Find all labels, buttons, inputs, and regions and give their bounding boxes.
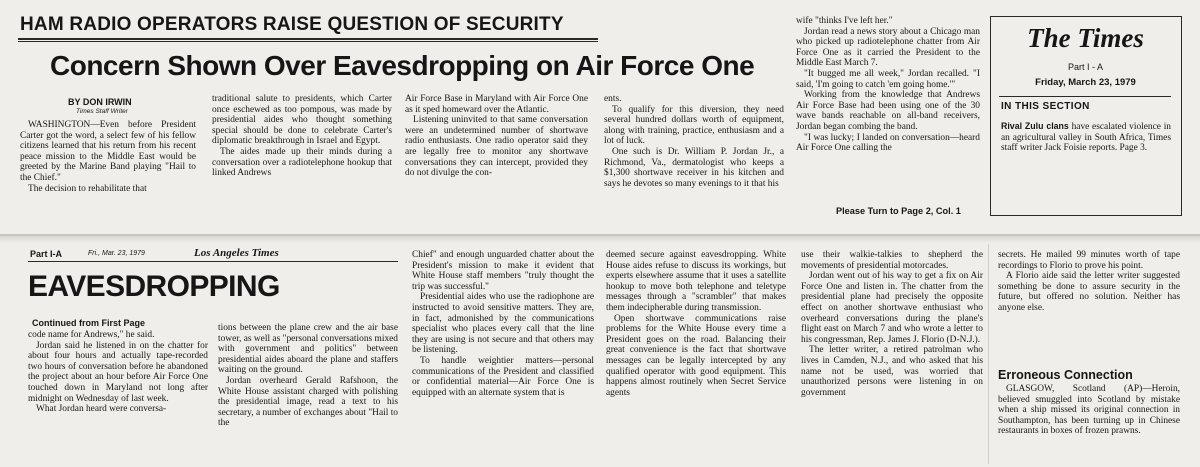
upper-column-1	[20, 120, 196, 222]
jump-headline: EAVESDROPPING	[28, 270, 280, 303]
byline-credit: Times Staff Writer	[76, 108, 128, 115]
article-paragraph: Air Force Base in Maryland with Air Force One as it sped homeward over the Atlantic.	[405, 94, 588, 115]
teaser-lead: Rival Zulu clans	[1001, 121, 1069, 131]
lower-column-2	[218, 323, 398, 467]
article-paragraph: "I was lucky; I landed on conversation—heard Air Force One calling the	[796, 132, 980, 154]
masthead-part: Part I - A	[1067, 62, 1103, 72]
main-headline: Concern Shown Over Eavesdropping on Air Force One	[50, 50, 755, 81]
jump-line: Please Turn to Page 2, Col. 1	[836, 206, 961, 216]
article-paragraph: GLASGOW, Scotland (AP)—Heroin, believed smuggled into Scotland by mistake when a ship missed its original connection in Southampton, has been turning up in Chinese restaurants in boxes of frozen prawns.	[998, 384, 1180, 437]
masthead-divider	[999, 96, 1171, 97]
article-paragraph: Listening uninvited to that same conversation were an undetermined number of shortwave radio enthusiasts. One radio operator said they are legally free to monitor any shortwave conversations they can intercept, provided they do not divulge the con-	[405, 115, 588, 179]
article-paragraph: Jordan went out of his way to get a fix on Air Force One and listen in. The chatter from the presidential plane had precisely the opposite effect on another shortwave enthusiast who overheard conversations during the plane's flight east on March 7 and who wrote a letter to his congressman, Rep. James J. Florio (D-N.J.).	[801, 271, 983, 345]
masthead-title: The Times	[1027, 23, 1144, 53]
article-paragraph: traditional salute to presidents, which Carter once eschewed as too pompous, was made by presidential aides who thought something special should be done to celebrate Carter's diplomatic breakthrough in Israel and Egypt.	[212, 94, 392, 147]
article-paragraph: A Florio aide said the letter writer suggested something be done to assure security in the future, but offered no solution. Neither has anyone else.	[998, 271, 1180, 313]
article-paragraph: deemed secure against eavesdropping. White House aides refuse to discuss its workings, but experts elsewhere assume that it uses a satellite hookup to move both telephone and teletype messages through a "scrambler" that makes them indecipherable during transmission.	[606, 250, 786, 313]
article-paragraph: Presidential aides who use the radiophone are instructed to avoid sensitive matters. They are, in fact, admonished by the communications specialist who places every call that the line they are using is not secure and that others may be listening.	[412, 292, 594, 356]
article-paragraph: tions between the plane crew and the air base tower, as well as "personal conversations mixed with government and politics" between presidential aides aboard the plane and staffers waiting on the ground.	[218, 323, 398, 376]
article-paragraph: Working from the knowledge that Andrews Air Force Base had been using one of the 30 wave bands reachable on all-band receivers, Jordan began combing the band.	[796, 90, 980, 132]
masthead-date: Friday, March 23, 1979	[1035, 77, 1136, 88]
folio-date: Fri., Mar. 23, 1979	[88, 250, 145, 257]
upper-column-2	[212, 94, 392, 222]
section-teaser	[1001, 121, 1171, 154]
lower-column-3	[412, 250, 594, 467]
article-paragraph: secrets. He mailed 99 minutes worth of tape recordings to Florio to prove his point.	[998, 250, 1180, 271]
lower-column-6	[998, 250, 1180, 354]
article-paragraph: Jordan read a news story about a Chicago man who picked up radiotelephone chatter from Air Force One as it carried the President to the Middle East March 7.	[796, 26, 980, 69]
kicker-rule	[18, 38, 598, 40]
article-paragraph: One such is Dr. William P. Jordan Jr., a Richmond, Va., dermatologist who keeps a $1,300 shortwave receiver in his kitchen and says he devotes so many evenings to it that his	[604, 146, 784, 189]
kicker-rule-thin	[18, 41, 598, 42]
article-paragraph: The letter writer, a retired patrolman who lives in Camden, N.J., and who asked that his name not be used, was worried that unauthorized persons were listening in on government	[801, 345, 983, 398]
kicker-headline: HAM RADIO OPERATORS RAISE QUESTION OF SECURITY	[20, 14, 564, 35]
article-paragraph: To handle weightier matters—personal communications of the President and classified or confidential material—Air Force One is equipped with an alternate system that is	[412, 355, 594, 398]
article-paragraph: Jordan said he listened in on the chatter for about four hours and actually tape-recorded two hours of conversation before he abandoned the project about an hour before Air Force One touched down in Maryland not long after midnight on Wednesday of last week.	[28, 340, 208, 404]
article-paragraph: use their walkie-talkies to shepherd the movements of presidential motorcades.	[801, 250, 983, 271]
lower-column-4	[606, 250, 786, 467]
brief-text	[998, 384, 1180, 467]
upper-column-3	[405, 94, 588, 222]
teaser-text: have escalated violence in an agricultural valley in South Africa, Times staff writer Jack Foisie reports. Page 3.	[1001, 122, 1171, 154]
upper-column-4	[604, 94, 784, 222]
article-paragraph: The aides made up their minds during a conversation over a radiotelephone hookup that linked Andrews	[212, 146, 392, 179]
article-paragraph: Open shortwave communications raise problems for the White House every time a President goes on the road. Balancing their great convenience is the fact that shortwave messages can be legally intercepted by any qualified operator with good equipment. This happens almost routinely when Secret Service agents	[606, 313, 786, 398]
masthead-box	[990, 16, 1182, 216]
article-paragraph: What Jordan heard were conversa-	[36, 404, 167, 415]
lower-column-1	[28, 330, 208, 467]
section-header: IN THIS SECTION	[1001, 101, 1090, 112]
folio-paper-name: Los Angeles Times	[194, 247, 279, 259]
article-paragraph: The decision to rehabilitate that	[28, 183, 147, 194]
article-paragraph: "It bugged me all week," Jordan recalled. "I said, 'I'm going to catch 'em going home.'"	[796, 68, 980, 90]
article-paragraph: code name for Andrews," he said.	[28, 330, 155, 340]
upper-column-5	[796, 16, 980, 204]
folio-section: Part I-A	[30, 249, 63, 259]
brief-headline: Erroneous Connection	[998, 368, 1133, 382]
article-paragraph: Chief" and enough unguarded chatter about the President's mission to make it evident that White House staff members "truly thought the trip was successful."	[412, 250, 594, 292]
lower-column-5	[801, 250, 983, 467]
continued-line: Continued from First Page	[32, 318, 146, 328]
clipping-edge	[988, 244, 989, 464]
folio-rule	[28, 261, 398, 262]
article-paragraph: wife "thinks I've left her."	[796, 16, 893, 26]
article-paragraph: WASHINGTON—Even before President Carter got the word, a select few of his fellow citizens learned that his return from his recent peace mission to the Middle East would be greeted by the Marine Band playing "Hail to the Chief."	[20, 120, 196, 183]
fold-shadow	[0, 236, 1200, 243]
article-paragraph: ents.	[604, 94, 622, 104]
article-paragraph: To qualify for this diversion, they need several hundred dollars worth of equipment, along with training, practice, enthusiasm and a lot of luck.	[604, 104, 784, 147]
byline: BY DON IRWIN	[68, 97, 132, 107]
article-paragraph: Jordan overheard Gerald Rafshoon, the White House assistant charged with polishing the presidential image, read a text to his secretary, a number of exchanges about "Hail to the	[218, 375, 398, 429]
